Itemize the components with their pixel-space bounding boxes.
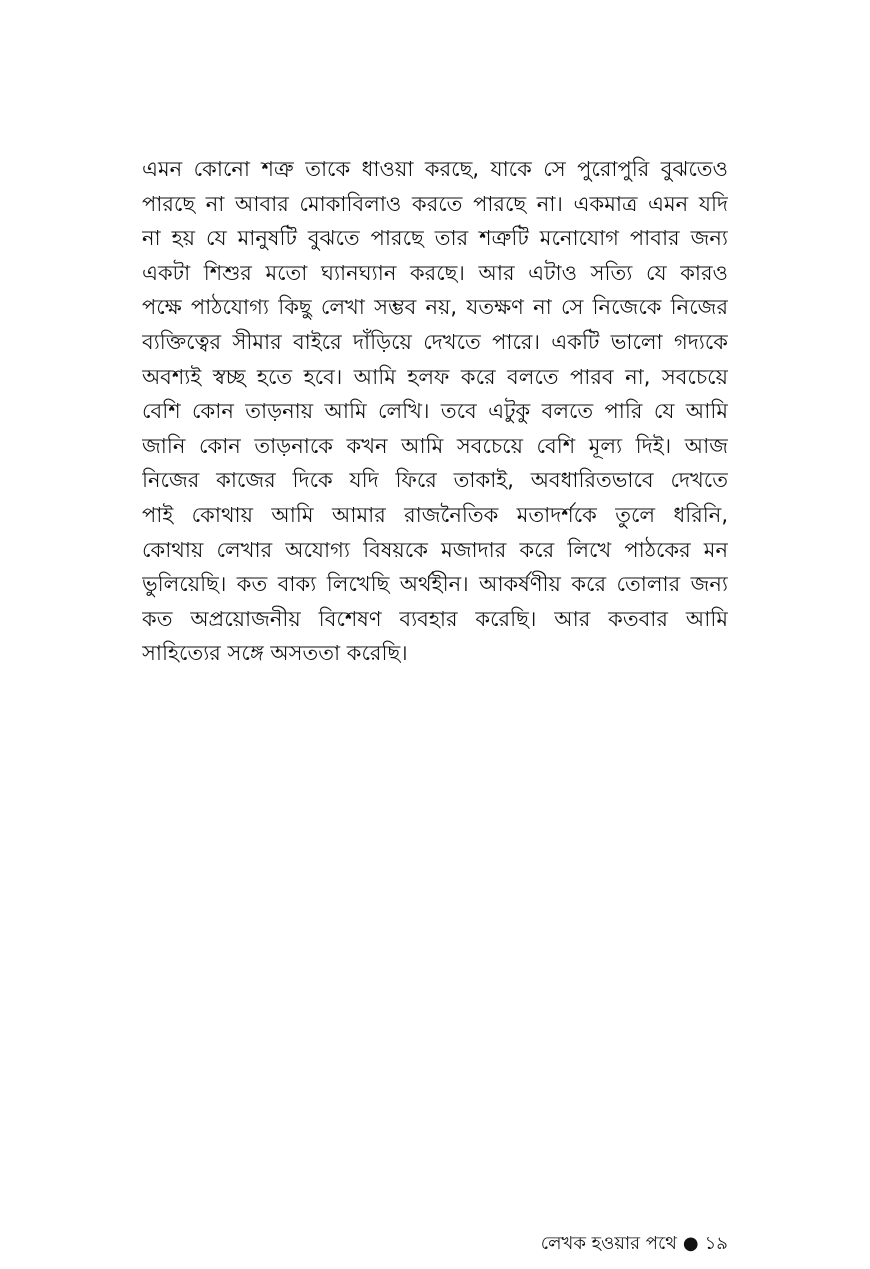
text-line: পাই কোথায় আমি আমার রাজনৈতিক মতাদর্শকে তুলে ধরিনি, xyxy=(142,502,728,527)
body-paragraph xyxy=(142,152,728,671)
text-line: কত অপ্রয়োজনীয় বিশেষণ ব্যবহার করেছি। আর কতবার আমি xyxy=(142,606,728,631)
text-line: বেশি কোন তাড়নায় আমি লেখি। তবে এটুকু বলতে পারি যে আমি xyxy=(142,399,728,424)
running-title: লেখক হওয়ার পথে xyxy=(540,1233,677,1254)
text-line: ব্যক্তিত্বের সীমার বাইরে দাঁড়িয়ে দেখতে পারে। একটি ভালো গদ্যকে xyxy=(142,329,728,354)
text-line: অবশ্যই স্বচ্ছ হতে হবে। আমি হলফ করে বলতে পারব না, সবচেয়ে xyxy=(142,364,728,389)
text-line: এমন কোনো শত্রু তাকে ধাওয়া করছে, যাকে সে পুরোপুরি বুঝতেও xyxy=(142,157,728,181)
page-footer xyxy=(541,1232,728,1256)
text-line: জানি কোন তাড়নাকে কখন আমি সবচেয়ে বেশি মূল্য দিই। আজ xyxy=(142,433,728,458)
page-number: ১৯ xyxy=(704,1233,728,1254)
bullet-separator-icon: ● xyxy=(682,1233,699,1254)
text-line: না হয় যে মানুষটি বুঝতে পারছে তার শত্রুটি মনোযোগ পাবার জন্য xyxy=(142,226,728,251)
text-line: নিজের কাজের দিকে যদি ফিরে তাকাই, অবধারিতভাবে দেখতে xyxy=(142,468,728,493)
text-line: একটা শিশুর মতো ঘ্যানঘ্যান করছে। আর এটাও সত্যি যে কারও xyxy=(142,260,728,285)
text-line: ভুলিয়েছি। কত বাক্য লিখেছি অর্থহীন। আকর্ষণীয় করে তোলার জন্য xyxy=(142,572,728,597)
text-line: কোথায় লেখার অযোগ্য বিষয়কে মজাদার করে লিখে পাঠকের মন xyxy=(142,537,728,562)
text-line: পক্ষে পাঠযোগ্য কিছু লেখা সম্ভব নয়, যতক্ষণ না সে নিজেকে নিজের xyxy=(142,295,728,320)
text-line: পারছে না আবার মোকাবিলাও করতে পারছে না। একমাত্র এমন যদি xyxy=(142,191,728,216)
text-line: সাহিত্যের সঙ্গে অসততা করেছি। xyxy=(142,641,408,666)
